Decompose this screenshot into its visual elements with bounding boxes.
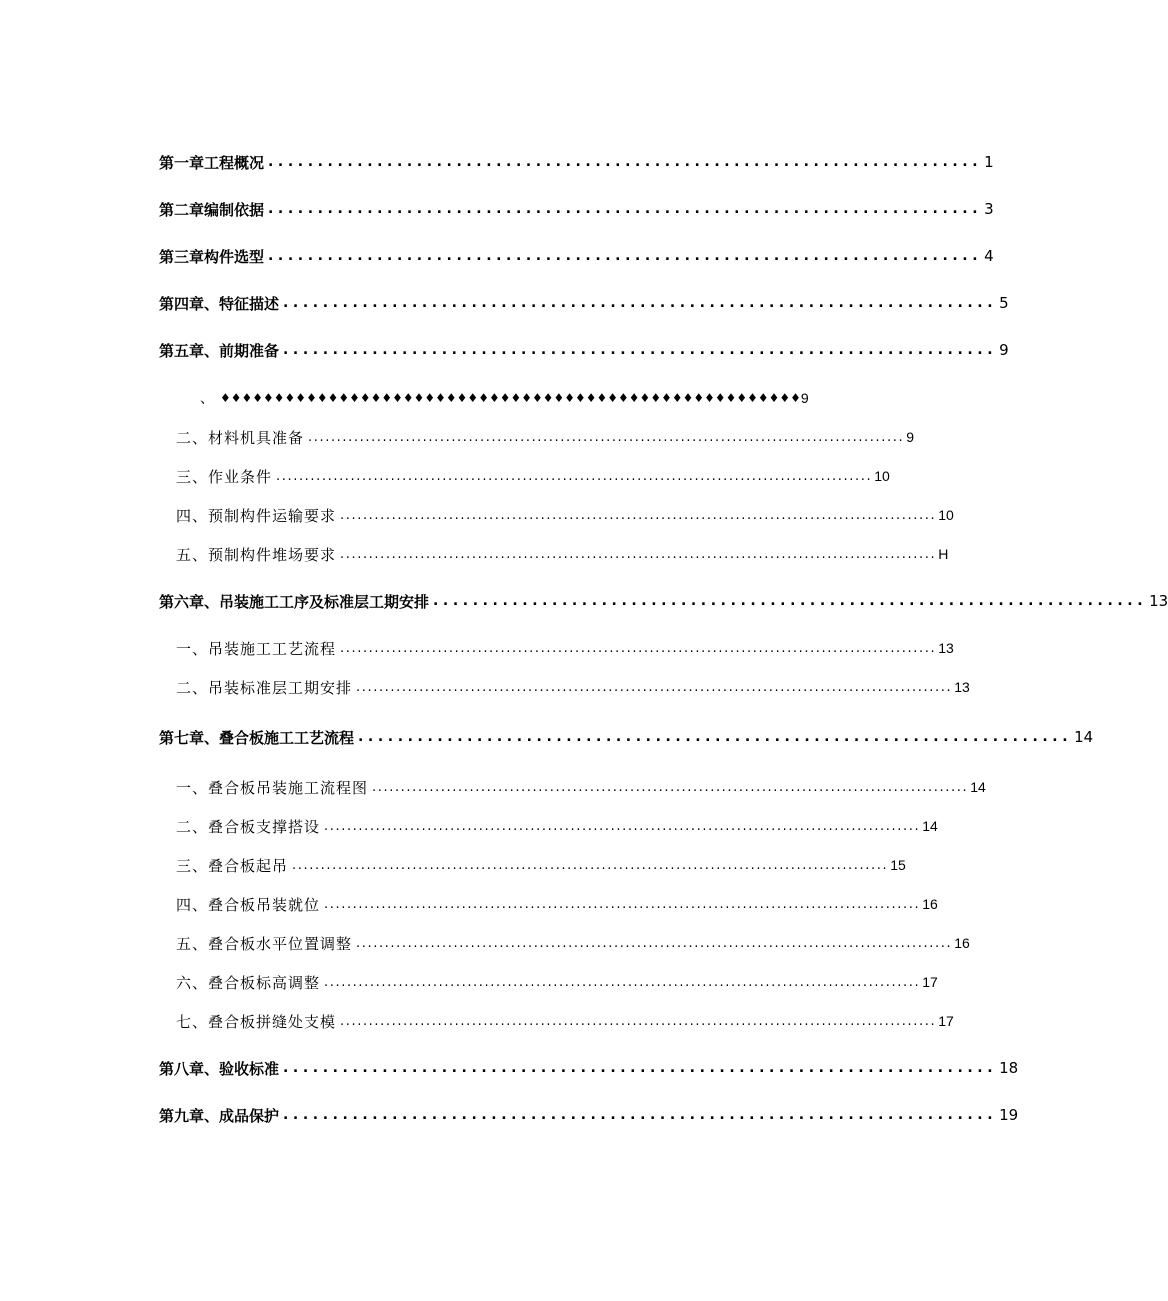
toc-page-number: 5 — [999, 294, 1009, 312]
toc-dot-leader: ........................................................................................................ — [340, 1013, 937, 1029]
toc-page-number: 14 — [1074, 728, 1094, 746]
toc-page-number: 19 — [999, 1106, 1019, 1124]
toc-entry-title: 第五章、前期准备 — [159, 341, 280, 360]
toc-entry-title: 第七章、叠合板施工工艺流程 — [159, 728, 355, 747]
toc-entry-title: 第九章、成品保护 — [159, 1106, 280, 1125]
toc-page-number: 3 — [984, 200, 994, 218]
toc-entry-section-conditions[interactable] — [0, 461, 920, 491]
toc-page-number: 1 — [984, 153, 994, 171]
toc-dot-leader: ........................................................................ — [283, 1107, 998, 1123]
toc-entry-title: 四、预制构件运输要求 — [176, 506, 337, 525]
toc-entry-title: 七、叠合板拼缝处支模 — [176, 1012, 337, 1031]
toc-dot-leader: ........................................................................................................ — [340, 507, 937, 523]
toc-dot-leader: ........................................................................................................ — [324, 896, 921, 912]
toc-entry-title: 一、吊装施工工艺流程 — [176, 639, 337, 658]
toc-entry-chapter-7[interactable] — [0, 722, 1094, 752]
toc-entry-chapter-3[interactable] — [0, 241, 994, 271]
toc-entry-title: 第六章、吊装施工工序及标准层工期安排 — [159, 592, 430, 611]
toc-page-number: 10 — [874, 468, 890, 484]
toc-dot-leader: ........................................................................................................ — [324, 818, 921, 834]
toc-page-number: H — [938, 546, 949, 562]
toc-dot-leader: ........................................................................................................ — [324, 974, 921, 990]
toc-entry-title: 第八章、验收标准 — [159, 1059, 280, 1078]
toc-dot-leader: ........................................................................................................ — [292, 857, 889, 873]
toc-entry-chapter-2[interactable] — [0, 194, 994, 224]
toc-entry-chapter-9[interactable] — [0, 1100, 1019, 1130]
toc-entry-section-flowchart[interactable] — [0, 772, 986, 802]
toc-entry-title: 二、叠合板支撑搭设 — [176, 817, 321, 836]
toc-page-number: 18 — [999, 1059, 1019, 1077]
toc-entry-chapter-4[interactable] — [0, 288, 1009, 318]
toc-dot-leader: ........................................................................ — [268, 154, 983, 170]
toc-entry-title: 三、叠合板起吊 — [176, 856, 289, 875]
toc-entry-section-materials[interactable] — [0, 422, 920, 452]
toc-dot-leader: ........................................................................................................ — [372, 779, 969, 795]
toc-page-number: 17 — [922, 974, 938, 990]
toc-page-number: 16 — [954, 935, 970, 951]
toc-entry-section-elevation-adjust[interactable] — [0, 967, 938, 997]
toc-entry-title: 第二章编制依据 — [159, 200, 265, 219]
toc-entry-section-1-garbled[interactable] — [0, 383, 920, 413]
toc-dot-leader: ........................................................................................................ — [356, 935, 953, 951]
toc-entry-section-horizontal-adjust[interactable] — [0, 928, 970, 958]
toc-page-number: 14 — [970, 779, 986, 795]
toc-dot-leader: ........................................................................ — [433, 593, 1148, 609]
toc-entry-section-support[interactable] — [0, 811, 938, 841]
toc-entry-title: 四、叠合板吊装就位 — [176, 895, 321, 914]
toc-entry-title: 六、叠合板标高调整 — [176, 973, 321, 992]
toc-entry-chapter-5[interactable] — [0, 335, 1009, 365]
toc-entry-title: 二、吊装标准层工期安排 — [176, 678, 353, 697]
toc-dot-leader: ........................................................................ — [283, 295, 998, 311]
toc-dot-leader: ........................................................................................................ — [276, 468, 873, 484]
toc-entry-title: 、 — [200, 391, 214, 407]
toc-dot-leader: ........................................................................................................ — [356, 679, 953, 695]
toc-dot-leader: ........................................................................ — [358, 729, 1073, 745]
toc-entry-section-seam-formwork[interactable] — [0, 1006, 954, 1036]
toc-page-number: 16 — [922, 896, 938, 912]
toc-entry-title: 一、叠合板吊装施工流程图 — [176, 778, 369, 797]
toc-entry-section-transport[interactable] — [0, 500, 954, 530]
toc-entry-title: 第三章构件选型 — [159, 247, 265, 266]
toc-dot-leader: ........................................................................ — [268, 201, 983, 217]
toc-dot-leader: ........................................................................................................ — [340, 640, 937, 656]
toc-page-number: 9 — [906, 429, 914, 445]
toc-dot-leader: ........................................................................ — [283, 342, 998, 358]
toc-entry-section-storage[interactable] — [0, 539, 949, 569]
toc-diamond-leader: ♦♦♦♦♦♦♦♦♦♦♦♦♦♦♦♦♦♦♦♦♦♦♦♦♦♦♦♦♦♦♦♦♦♦♦♦♦♦♦♦♦♦♦♦♦♦♦♦♦♦♦♦♦♦ — [220, 391, 801, 405]
toc-dot-leader: ........................................................................................................ — [340, 546, 937, 562]
toc-page-number: 13 — [954, 679, 970, 695]
toc-entry-title: 第四章、特征描述 — [159, 294, 280, 313]
toc-entry-section-positioning[interactable] — [0, 889, 938, 919]
toc-entry-title: 五、预制构件堆场要求 — [176, 545, 337, 564]
toc-entry-chapter-1[interactable] — [0, 147, 994, 177]
toc-entry-chapter-6[interactable] — [0, 586, 1168, 616]
toc-entry-section-schedule[interactable] — [0, 672, 970, 702]
toc-page-number: 4 — [984, 247, 994, 265]
toc-entry-title: 五、叠合板水平位置调整 — [176, 934, 353, 953]
toc-page-number: 17 — [938, 1013, 954, 1029]
toc-entry-title: 二、材料机具准备 — [176, 428, 305, 447]
toc-dot-leader: ........................................................................................................ — [308, 429, 905, 445]
toc-page-number: 13 — [938, 640, 954, 656]
toc-page-number: 13 — [1149, 592, 1168, 610]
toc-entry-section-hoisting-process[interactable] — [0, 633, 954, 663]
toc-dot-leader: ........................................................................ — [283, 1060, 998, 1076]
toc-page-number: 14 — [922, 818, 938, 834]
toc-entry-chapter-8[interactable] — [0, 1053, 1019, 1083]
toc-page-number: 9 — [800, 390, 809, 406]
toc-dot-leader: ........................................................................ — [268, 248, 983, 264]
toc-page-number: 9 — [999, 341, 1009, 359]
toc-entry-title: 第一章工程概况 — [159, 153, 265, 172]
toc-entry-section-lifting[interactable] — [0, 850, 920, 880]
toc-page-number: 15 — [890, 857, 906, 873]
toc-page-number: 10 — [938, 507, 954, 523]
toc-entry-title: 三、作业条件 — [176, 467, 273, 486]
